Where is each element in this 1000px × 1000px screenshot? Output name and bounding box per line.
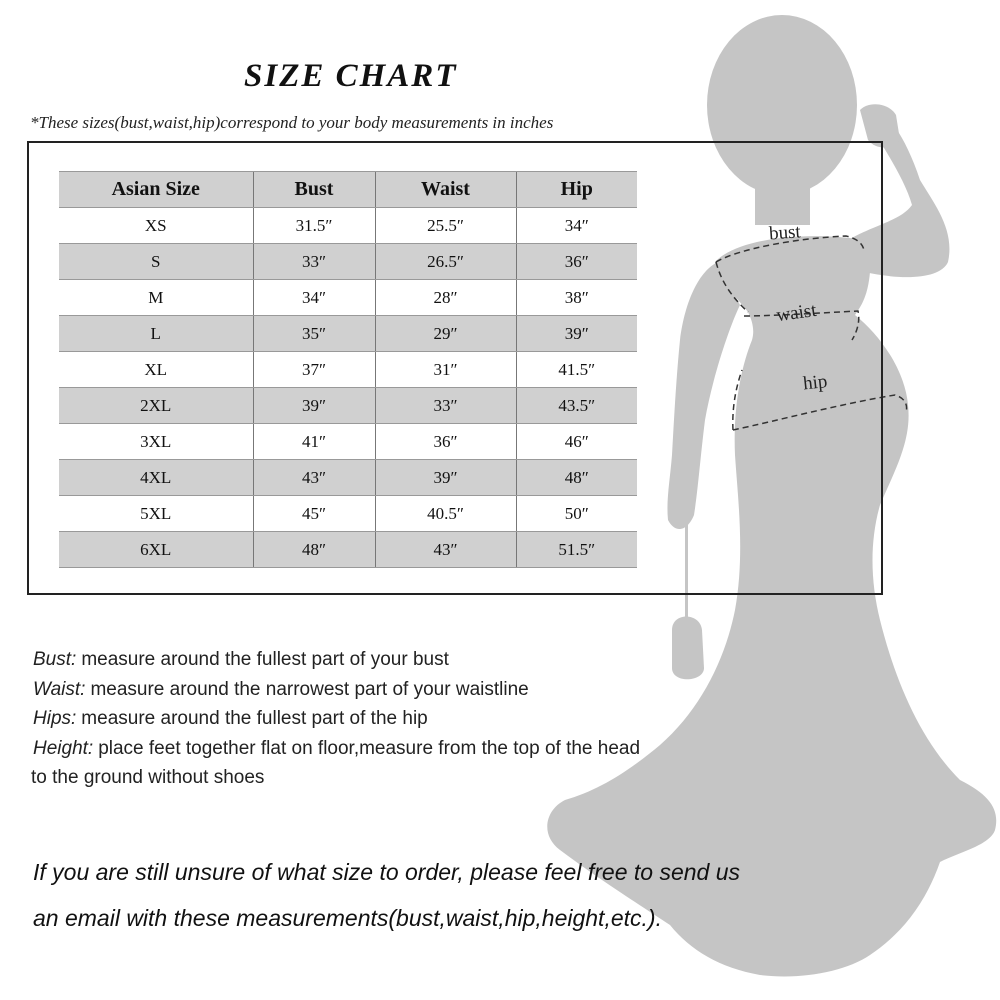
cell-bust: 35″ (253, 316, 375, 352)
help-note-line-1: If you are still unsure of what size to order, please feel free to send us (33, 859, 741, 885)
cell-bust: 37″ (253, 352, 375, 388)
cell-size: L (59, 316, 253, 352)
cell-size: XS (59, 208, 253, 244)
definition-term: Bust: (33, 649, 77, 670)
table-row (59, 280, 637, 316)
table-row (59, 208, 637, 244)
definition-continuation: to the ground without shoes (31, 767, 265, 788)
page-title: SIZE CHART (244, 58, 458, 94)
cell-bust: 43″ (253, 460, 375, 496)
definition-term: Height: (33, 737, 94, 759)
waist-figure-label: waist (775, 299, 818, 327)
cell-waist: 33″ (375, 388, 516, 424)
table-header-row (59, 172, 637, 208)
cell-waist: 28″ (375, 280, 516, 316)
header-asian-size: Asian Size (59, 172, 253, 208)
cell-bust: 39″ (253, 388, 375, 424)
definition-waist (33, 675, 753, 705)
cell-size: S (59, 244, 253, 280)
cell-size: M (59, 280, 253, 316)
help-note-line-2: an email with these measurements(bust,waist,hip,height,etc.). (33, 905, 662, 931)
cell-hip: 38″ (516, 280, 637, 316)
definition-text: measure around the fullest part of your bust (81, 649, 449, 670)
definition-bust (33, 645, 753, 675)
table-row (59, 424, 637, 460)
subtitle: *These sizes(bust,waist,hip)correspond to your body measurements in inches (30, 113, 554, 132)
help-note (33, 849, 853, 941)
cell-size: 6XL (59, 532, 253, 568)
header-waist: Waist (375, 172, 516, 208)
definition-text: place feet together flat on floor,measure from the top of the head (98, 737, 641, 759)
cell-waist: 25.5″ (375, 208, 516, 244)
cell-hip: 34″ (516, 208, 637, 244)
cell-waist: 43″ (375, 532, 516, 568)
definition-text: measure around the fullest part of the hip (81, 708, 428, 729)
cell-waist: 26.5″ (375, 244, 516, 280)
cell-hip: 50″ (516, 496, 637, 532)
table-row (59, 532, 637, 568)
cell-bust: 45″ (253, 496, 375, 532)
cell-waist: 29″ (375, 316, 516, 352)
cell-size: XL (59, 352, 253, 388)
header-hip: Hip (516, 172, 637, 208)
cell-bust: 48″ (253, 532, 375, 568)
cell-waist: 39″ (375, 460, 516, 496)
cell-waist: 40.5″ (375, 496, 516, 532)
definition-text: measure around the narrowest part of your waistline (90, 678, 529, 700)
definition-term: Hips: (33, 708, 77, 729)
table-row (59, 460, 637, 496)
cell-waist: 36″ (375, 424, 516, 460)
cell-bust: 33″ (253, 244, 375, 280)
cell-hip: 51.5″ (516, 532, 637, 568)
definition-height (33, 734, 753, 793)
cell-hip: 48″ (516, 460, 637, 496)
size-table (59, 171, 637, 568)
bust-figure-label: bust (768, 221, 802, 245)
cell-hip: 36″ (516, 244, 637, 280)
cell-hip: 43.5″ (516, 388, 637, 424)
table-row (59, 352, 637, 388)
table-row (59, 244, 637, 280)
table-row (59, 388, 637, 424)
cell-bust: 31.5″ (253, 208, 375, 244)
cell-bust: 41″ (253, 424, 375, 460)
cell-hip: 39″ (516, 316, 637, 352)
cell-hip: 41.5″ (516, 352, 637, 388)
cell-bust: 34″ (253, 280, 375, 316)
cell-size: 4XL (59, 460, 253, 496)
cell-size: 2XL (59, 388, 253, 424)
cell-hip: 46″ (516, 424, 637, 460)
measurement-definitions (33, 645, 753, 793)
definition-term: Waist: (33, 678, 86, 700)
hip-figure-label: hip (802, 371, 829, 395)
cell-size: 5XL (59, 496, 253, 532)
definition-hips (33, 704, 753, 734)
cell-waist: 31″ (375, 352, 516, 388)
table-row (59, 316, 637, 352)
header-bust: Bust (253, 172, 375, 208)
cell-size: 3XL (59, 424, 253, 460)
table-row (59, 496, 637, 532)
